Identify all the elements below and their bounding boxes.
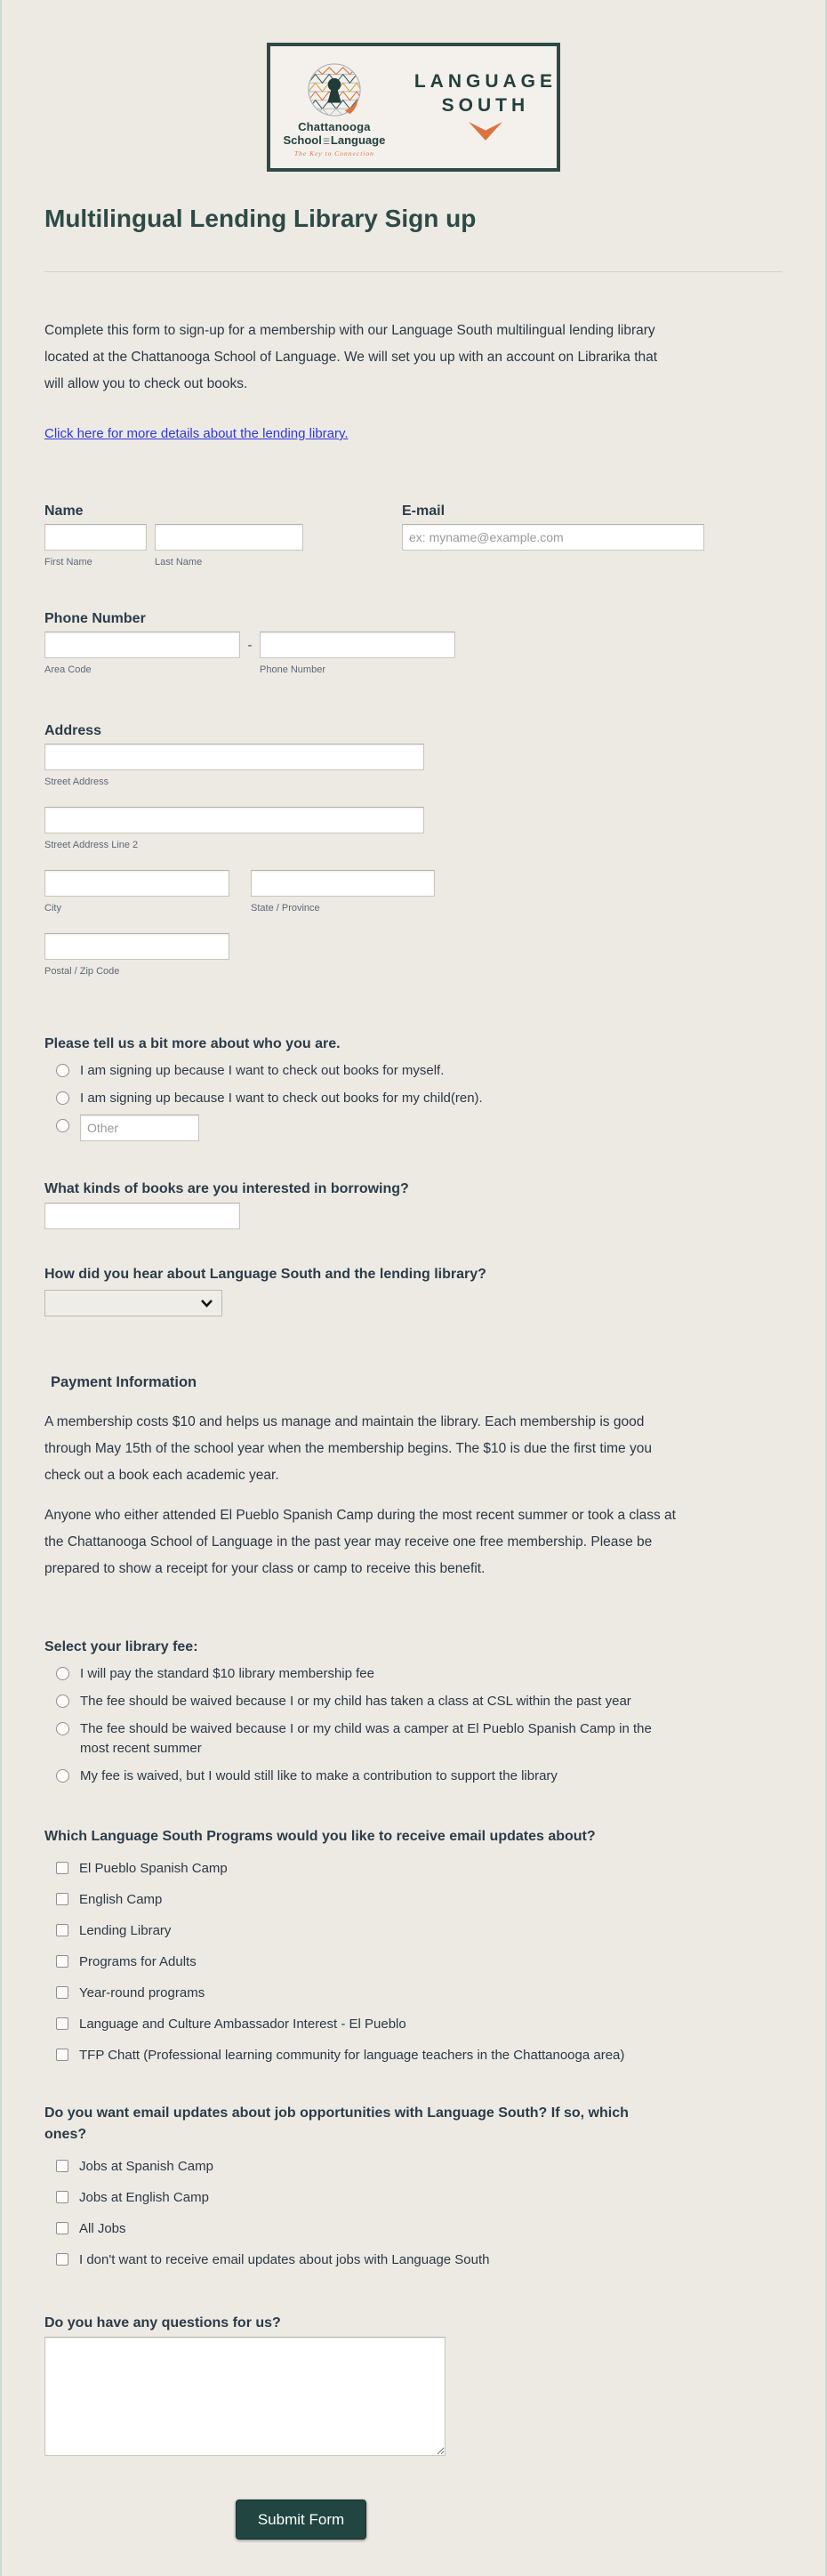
checkbox-jobs-spanish-camp[interactable] — [56, 2160, 68, 2172]
street-address-sublabel: Street Address — [44, 777, 109, 787]
first-name-input[interactable] — [44, 524, 147, 551]
program-option-label: El Pueblo Spanish Camp — [79, 1861, 228, 1876]
intro-paragraph: Complete this form to sign-up for a membership with our Language South multilingual lending library located at the Chattanooga School of Language. We will set you up with an account on Librarika that will allow you to check out books. — [44, 323, 658, 391]
job-option-row — [44, 2250, 783, 2270]
fee-option-row — [44, 1719, 783, 1759]
program-option-label: Lending Library — [79, 1923, 172, 1938]
language-word: Language — [330, 133, 386, 147]
who-option-label: I am signing up because I want to check out books for myself. — [80, 1063, 445, 1078]
fee-radio-waived-csl[interactable] — [56, 1695, 69, 1708]
email-input[interactable] — [402, 524, 704, 551]
last-name-input[interactable] — [155, 524, 303, 551]
who-option-row — [44, 1061, 783, 1081]
address-label: Address — [44, 723, 102, 738]
hear-select[interactable] — [44, 1290, 222, 1316]
jobs-section — [44, 2103, 783, 2270]
questions-textarea[interactable] — [44, 2337, 446, 2456]
job-option-label: I don't want to receive email updates about jobs with Language South — [79, 2252, 490, 2267]
city-sublabel: City — [44, 903, 61, 914]
program-option-row — [44, 1984, 783, 2003]
job-option-label: Jobs at Spanish Camp — [79, 2159, 213, 2174]
fee-option-row — [44, 1664, 783, 1684]
area-code-input[interactable] — [44, 632, 240, 658]
who-section — [44, 1035, 783, 1141]
globe-keyhole-logo-icon — [270, 62, 398, 117]
brand-chevron-icon — [414, 122, 557, 145]
checkbox-english-camp[interactable] — [56, 1893, 68, 1905]
email-label: E-mail — [402, 503, 446, 519]
lending-library-details-link[interactable]: Click here for more details about the lending library. — [44, 426, 349, 441]
fee-label: Select your library fee: — [44, 1639, 198, 1654]
wordmark-line1: LANGUAGE — [414, 71, 557, 92]
school-word: School — [283, 133, 322, 147]
program-option-row — [44, 2046, 783, 2065]
state-sublabel: State / Province — [251, 903, 320, 914]
programs-checkbox-list — [44, 1859, 783, 2065]
program-option-label: English Camp — [79, 1892, 163, 1907]
questions-section — [44, 2314, 783, 2456]
jobs-checkbox-list — [44, 2157, 783, 2270]
programs-section — [44, 1826, 783, 2065]
program-option-label: Language and Culture Ambassador Interest - El Pueblo — [79, 2017, 406, 2032]
school-logo — [270, 57, 398, 157]
of-ligature-icon: ☰ — [322, 137, 330, 146]
first-name-sublabel: First Name — [44, 557, 92, 568]
job-option-label: All Jobs — [79, 2221, 126, 2236]
fee-section — [44, 1638, 783, 1786]
fee-radio-waived-camp[interactable] — [56, 1722, 69, 1735]
city-input[interactable] — [44, 870, 229, 897]
books-section — [44, 1180, 783, 1229]
header — [2, 0, 825, 172]
last-name-sublabel: Last Name — [155, 557, 203, 568]
job-option-label: Jobs at English Camp — [79, 2190, 209, 2205]
checkbox-year-round[interactable] — [56, 1986, 68, 1999]
school-name-line1: Chattanooga — [298, 120, 371, 133]
address-field — [44, 722, 783, 978]
phone-number-sublabel: Phone Number — [260, 664, 325, 675]
street-address2-input[interactable] — [44, 807, 424, 833]
books-input[interactable] — [44, 1203, 240, 1229]
wordmark-line2: SOUTH — [441, 95, 530, 116]
zip-input[interactable] — [44, 933, 229, 960]
language-south-logo — [267, 43, 560, 172]
program-option-row — [44, 1952, 783, 1972]
fee-option-label: I will pay the standard $10 library membership fee — [80, 1666, 374, 1681]
fee-radio-contribution[interactable] — [56, 1769, 69, 1783]
street-address-input[interactable] — [44, 744, 424, 770]
books-label: What kinds of books are you interested in borrowing? — [44, 1181, 409, 1196]
program-option-label: TFP Chatt (Professional learning community for language teachers in the Chattanooga area) — [79, 2048, 625, 2063]
who-label: Please tell us a bit more about who you are. — [44, 1036, 341, 1051]
program-option-row — [44, 2015, 783, 2034]
fee-option-label: The fee should be waived because I or my child was a camper at El Pueblo Spanish Camp in the most recent summer — [80, 1721, 652, 1756]
checkbox-all-jobs[interactable] — [56, 2222, 68, 2234]
name-label: Name — [44, 503, 84, 519]
checkbox-ambassador[interactable] — [56, 2017, 68, 2030]
phone-field — [44, 610, 783, 676]
fee-option-label: My fee is waived, but I would still like to make a contribution to support the library — [80, 1768, 558, 1783]
who-option-row — [44, 1089, 783, 1108]
email-field — [402, 503, 704, 568]
submit-row — [2, 2500, 825, 2540]
checkbox-tfp-chatt[interactable] — [56, 2049, 68, 2061]
checkbox-lending-library[interactable] — [56, 1924, 68, 1936]
checkbox-jobs-english-camp[interactable] — [56, 2191, 68, 2203]
checkbox-el-pueblo[interactable] — [56, 1862, 68, 1874]
jobs-label: Do you want email updates about job opportunities with Language South? If so, which ones? — [44, 2105, 629, 2142]
program-option-row — [44, 1890, 783, 1910]
job-option-row — [44, 2188, 783, 2208]
program-option-label: Programs for Adults — [79, 1954, 197, 1969]
hear-section — [44, 1266, 783, 1316]
fee-option-row — [44, 1767, 783, 1786]
fee-option-row — [44, 1692, 783, 1711]
who-radio-children[interactable] — [56, 1091, 69, 1105]
who-radio-other[interactable] — [56, 1119, 69, 1132]
phone-number-input[interactable] — [260, 632, 455, 658]
who-other-input[interactable] — [80, 1115, 199, 1141]
area-code-sublabel: Area Code — [44, 664, 92, 675]
wordmark — [414, 69, 557, 145]
job-option-row — [44, 2219, 783, 2239]
school-name-line2 — [270, 133, 398, 147]
fee-option-label: The fee should be waived because I or my child has taken a class at CSL within the past year — [80, 1694, 631, 1709]
name-email-row — [44, 503, 783, 568]
phone-separator: - — [247, 637, 253, 653]
checkbox-no-job-updates[interactable] — [56, 2253, 68, 2266]
who-option-row — [44, 1116, 783, 1141]
state-input[interactable] — [251, 870, 435, 897]
program-option-row — [44, 1859, 783, 1879]
name-field — [44, 503, 402, 568]
payment-paragraph-1: A membership costs $10 and helps us manage and maintain the library. Each membership is good through May 15th of the school year when the membership begins. The $10 is due the first time you check out a book each academic year. — [44, 1414, 652, 1483]
payment-heading: Payment Information — [51, 1374, 197, 1390]
phone-label: Phone Number — [44, 611, 146, 626]
page-title: Multilingual Lending Library Sign up — [44, 205, 477, 232]
who-radio-myself[interactable] — [56, 1064, 69, 1077]
submit-button[interactable]: Submit Form — [236, 2500, 366, 2540]
programs-label: Which Language South Programs would you like to receive email updates about? — [44, 1829, 596, 1844]
payment-paragraph-2: Anyone who either attended El Pueblo Spanish Camp during the most recent summer or took a class at the Chattanooga School of Language in the past year may receive one free membership. Please be prepared to show a receipt for your class or camp to receive this benefit. — [44, 1508, 676, 1576]
program-option-label: Year-round programs — [79, 1985, 205, 2000]
program-option-row — [44, 1921, 783, 1941]
zip-sublabel: Postal / Zip Code — [44, 966, 120, 977]
divider — [44, 271, 783, 272]
school-tagline: The Key to Connection — [293, 149, 374, 157]
street-address2-sublabel: Street Address Line 2 — [44, 840, 139, 850]
questions-label: Do you have any questions for us? — [44, 2315, 281, 2330]
job-option-row — [44, 2157, 783, 2177]
checkbox-programs-adults[interactable] — [56, 1955, 68, 1968]
fee-radio-standard[interactable] — [56, 1667, 69, 1680]
who-option-label: I am signing up because I want to check out books for my child(ren). — [80, 1091, 483, 1106]
hear-label: How did you hear about Language South and the lending library? — [44, 1267, 486, 1282]
